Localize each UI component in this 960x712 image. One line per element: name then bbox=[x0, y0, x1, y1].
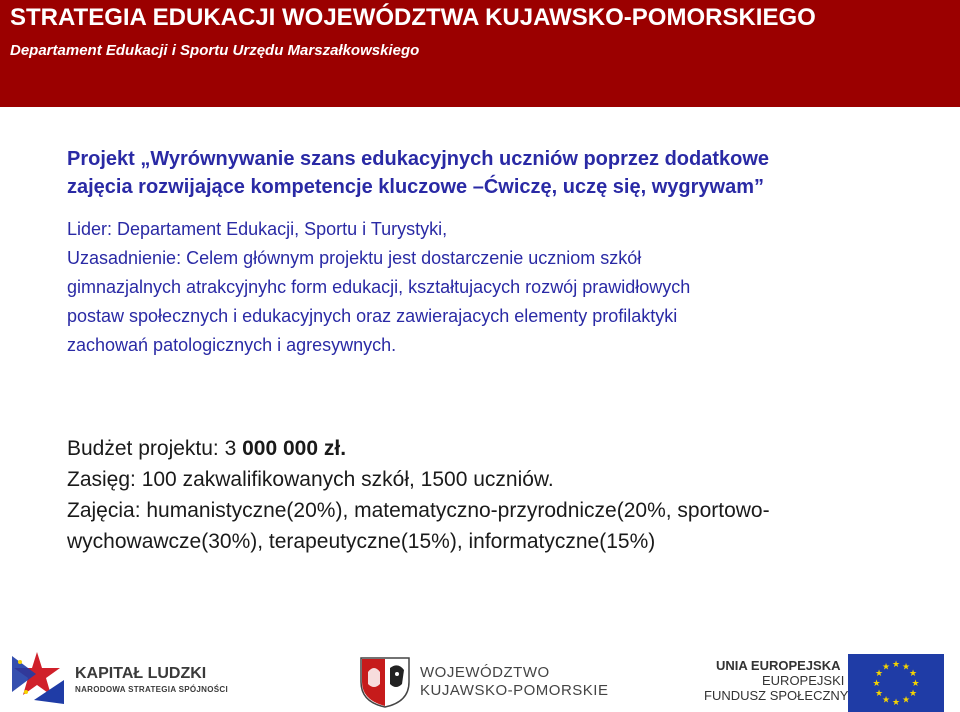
classes-line: Zajęcia: humanistyczne(20%), matematyczno-przyrodnicze(20%, sportowo- bbox=[67, 499, 770, 522]
budget-line bbox=[67, 433, 947, 464]
svg-text:★: ★ bbox=[908, 669, 918, 679]
svg-text:★: ★ bbox=[901, 662, 911, 673]
budget-value: 000 000 zł. bbox=[242, 437, 347, 460]
description-line: zachowań patologicznych i agresywnych. bbox=[67, 335, 397, 355]
project-details bbox=[67, 433, 947, 557]
page-subtitle: Departament Edukacji i Sportu Urzędu Marszałkowskiego bbox=[10, 42, 420, 59]
description-line: gimnazjalnych atrakcyjnyhc form edukacji, kształtujacych rozwój prawidłowych bbox=[67, 277, 691, 297]
svg-text:★: ★ bbox=[891, 698, 901, 708]
project-title bbox=[67, 145, 937, 201]
kapital-ludzki-logo-icon bbox=[8, 648, 66, 706]
project-title-line: zajęcia rozwijające kompetencje kluczowe –Ćwiczę, uczę się, wygrywam” bbox=[67, 176, 764, 198]
svg-text:★: ★ bbox=[872, 679, 881, 689]
project-description bbox=[67, 215, 937, 360]
svg-text:★: ★ bbox=[881, 662, 891, 673]
project-title-line: Projekt „Wyrównywanie szans edukacyjnych uczniów poprzez dodatkowe bbox=[67, 148, 770, 170]
main-content bbox=[67, 145, 937, 360]
page-title: STRATEGIA EDUKACJI WOJEWÓDZTWA KUJAWSKO-POMORSKIEGO bbox=[10, 4, 816, 31]
scope-line: Zasięg: 100 zakwalifikowanych szkół, 1500 uczniów. bbox=[67, 468, 554, 491]
eu-line1: UNIA EUROPEJSKA bbox=[716, 658, 841, 673]
description-line: Lider: Departament Edukacji, Sportu i Turystyki, bbox=[67, 219, 448, 239]
svg-text:★: ★ bbox=[908, 689, 918, 699]
coat-of-arms-icon bbox=[358, 654, 412, 708]
svg-text:★: ★ bbox=[874, 689, 884, 699]
svg-text:★: ★ bbox=[911, 679, 920, 689]
footer-logos bbox=[0, 640, 960, 710]
header-banner bbox=[0, 0, 960, 107]
eu-flag-icon bbox=[848, 654, 944, 712]
svg-text:★: ★ bbox=[891, 660, 901, 670]
classes-line: wychowawcze(30%), terapeutyczne(15%), informatyczne(15%) bbox=[67, 530, 656, 553]
svg-text:★: ★ bbox=[874, 669, 884, 679]
kapital-ludzki-title: KAPITAŁ LUDZKI bbox=[75, 665, 207, 682]
description-line: Uzasadnienie: Celem głównym projektu jest dostarczenie uczniom szkół bbox=[67, 248, 642, 268]
wojewodztwo-line2: KUJAWSKO-POMORSKIE bbox=[420, 682, 609, 699]
kapital-ludzki-subtitle: NARODOWA STRATEGIA SPÓJNOŚCI bbox=[75, 685, 229, 694]
svg-text:★: ★ bbox=[881, 695, 891, 706]
eu-line3: FUNDUSZ SPOŁECZNY bbox=[704, 688, 849, 703]
svg-text:★: ★ bbox=[901, 695, 911, 706]
wojewodztwo-line1: WOJEWÓDZTWO bbox=[420, 664, 550, 681]
budget-label: Budżet projektu: 3 bbox=[67, 437, 243, 460]
description-line: postaw społecznych i edukacyjnych oraz zawierajacych elementy profilaktyki bbox=[67, 306, 678, 326]
eu-line2: EUROPEJSKI bbox=[762, 673, 845, 688]
